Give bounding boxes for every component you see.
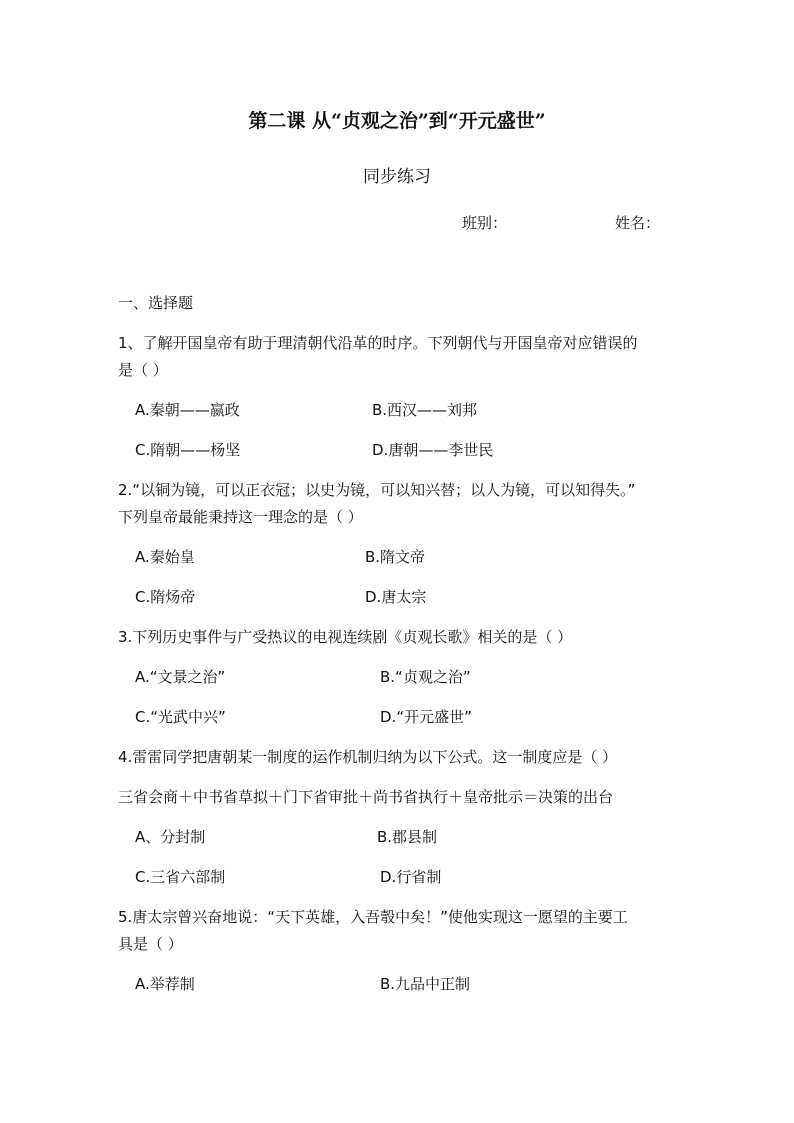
question-3-line-1: 3.下列历史事件与广受热议的电视连续剧《贞观长歌》相关的是（ ） [118, 628, 573, 646]
section-title: 一、选择题 [118, 294, 194, 312]
question-3-option-c: C.“光武中兴” [135, 708, 226, 726]
question-5-line-1: 5.唐太宗曾兴奋地说：“天下英雄，入吾彀中矣！”使他实现这一愿望的主要工 [118, 908, 628, 926]
question-1-line-1: 1、了解开国皇帝有助于理清朝代沿革的时序。下列朝代与开国皇帝对应错误的 [118, 334, 638, 352]
question-4-option-d: D.行省制 [380, 868, 442, 886]
question-4-line-2: 三省会商＋中书省草拟＋门下省审批＋尚书省执行＋皇帝批示＝决策的出台 [118, 788, 614, 806]
question-5-option-b: B.九品中正制 [380, 975, 471, 993]
question-4-option-a: A、分封制 [135, 828, 206, 846]
question-2-option-c: C.隋炀帝 [135, 588, 196, 606]
question-1-option-d: D.唐朝——李世民 [372, 441, 494, 459]
question-4-line-1: 4.雷雷同学把唐朝某一制度的运作机制归纳为以下公式。这一制度应是（ ） [118, 748, 618, 766]
question-5-line-2: 具是（ ） [118, 935, 183, 953]
question-3-option-d: D.“开元盛世” [380, 708, 472, 726]
question-2-line-1: 2.“以铜为镜，可以正衣冠；以史为镜，可以知兴替；以人为镜，可以知得失。” [118, 481, 636, 499]
question-5-option-a: A.举荐制 [135, 975, 195, 993]
question-1-option-b: B.西汉——刘邦 [372, 401, 478, 419]
question-2-option-a: A.秦始皇 [135, 548, 195, 566]
question-2-option-d: D.唐太宗 [365, 588, 427, 606]
name-label: 姓名： [615, 214, 661, 232]
question-4-option-b: B.郡县制 [377, 828, 438, 846]
question-3-option-a: A.“文景之治” [135, 668, 226, 686]
question-1-line-2: 是（ ） [118, 361, 168, 379]
question-2-line-2: 下列皇帝最能秉持这一理念的是（ ） [118, 508, 363, 526]
question-4-option-c: C.三省六部制 [135, 868, 226, 886]
question-1-option-c: C.隋朝——杨坚 [135, 441, 241, 459]
question-2-option-b: B.隋文帝 [365, 548, 426, 566]
question-3-option-b: B.“贞观之治” [380, 668, 471, 686]
document-title: 第二课 从“贞观之治”到“开元盛世” [248, 110, 546, 132]
class-label: 班别： [462, 214, 508, 232]
question-1-option-a: A.秦朝——嬴政 [135, 401, 240, 419]
document-subtitle: 同步练习 [363, 167, 431, 187]
